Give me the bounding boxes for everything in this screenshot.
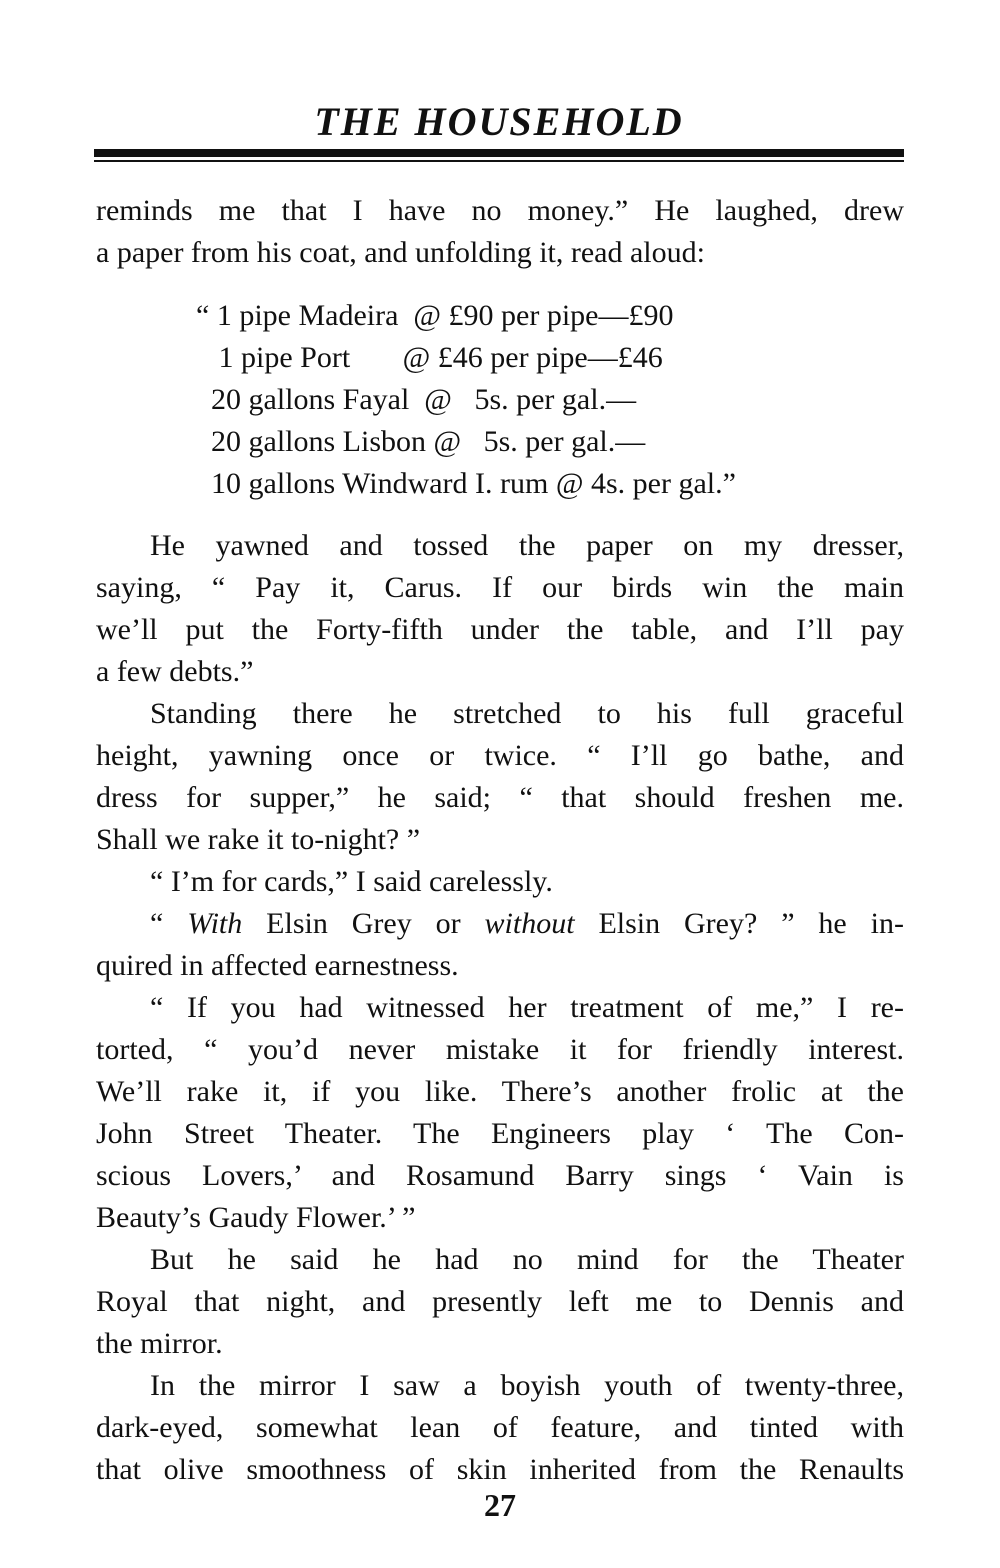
text-line: Shall we rake it to-night? ” (96, 823, 421, 856)
wine-invoice (196, 295, 736, 505)
text-line: He yawned and tossed the paper on my dresser, (150, 529, 904, 562)
italic-word: without (484, 907, 575, 940)
invoice-row: 20 gallons Lisbon @ 5s. per gal.— (196, 425, 646, 458)
body-paragraphs (96, 525, 904, 1491)
text-line: In the mirror I saw a boyish youth of twenty-three, (150, 1369, 904, 1402)
invoice-row: 1 pipe Port @ £46 per pipe—£46 (196, 341, 663, 374)
italic-word: With (187, 907, 243, 940)
text-line: John Street Theater. The Engineers play ‘ The Con- (96, 1117, 904, 1150)
text-line: quired in affected earnestness. (96, 949, 459, 982)
text-line: But he said he had no mind for the Theater (150, 1243, 904, 1276)
invoice-row: 20 gallons Fayal @ 5s. per gal.— (196, 383, 637, 416)
text-line: scious Lovers,’ and Rosamund Barry sings ‘ Vain is (96, 1159, 904, 1192)
text-line: Royal that night, and presently left me to Dennis and (96, 1285, 904, 1318)
text-line: reminds me that I have no money.” He laughed, drew (96, 194, 904, 227)
text-line: Beauty’s Gaudy Flower.’ ” (96, 1201, 416, 1234)
text-line: height, yawning once or twice. “ I’ll go bathe, and (96, 739, 904, 772)
invoice-row: 10 gallons Windward I. rum @ 4s. per gal.” (196, 467, 736, 500)
text-fragment: Elsin Grey or (242, 907, 485, 940)
text-line-italic-mix (96, 903, 904, 945)
invoice-row: “ 1 pipe Madeira @ £90 per pipe—£90 (196, 299, 674, 332)
text-line: that olive smoothness of skin inherited from the Renaults (96, 1453, 904, 1486)
text-line: a paper from his coat, and unfolding it, read aloud: (96, 236, 705, 269)
text-line: the mirror. (96, 1327, 223, 1360)
running-header: THE HOUSEHOLD (314, 99, 684, 144)
text-line: a few debts.” (96, 655, 254, 688)
text-line: “ I’m for cards,” I said carelessly. (150, 865, 553, 898)
text-line: We’ll rake it, if you like. There’s another frolic at the (96, 1075, 904, 1108)
text-line: dark-eyed, somewhat lean of feature, and tinted with (96, 1411, 904, 1444)
header-rule (94, 149, 904, 157)
text-fragment: Elsin Grey? ” he in- (574, 907, 904, 940)
text-line: saying, “ Pay it, Carus. If our birds win the main (96, 571, 904, 604)
intro-paragraph (96, 190, 904, 274)
page-number: 27 (484, 1487, 516, 1523)
text-line: we’ll put the Forty-fifth under the table, and I’ll pay (96, 613, 904, 646)
text-line: “ If you had witnessed her treatment of me,” I re- (150, 991, 904, 1024)
text-line: dress for supper,” he said; “ that should freshen me. (96, 781, 904, 814)
text-line: Standing there he stretched to his full graceful (150, 697, 904, 730)
text-line: torted, “ you’d never mistake it for friendly interest. (96, 1033, 904, 1066)
quote-mark: “ (150, 907, 188, 940)
header-rule-thin (94, 160, 904, 162)
